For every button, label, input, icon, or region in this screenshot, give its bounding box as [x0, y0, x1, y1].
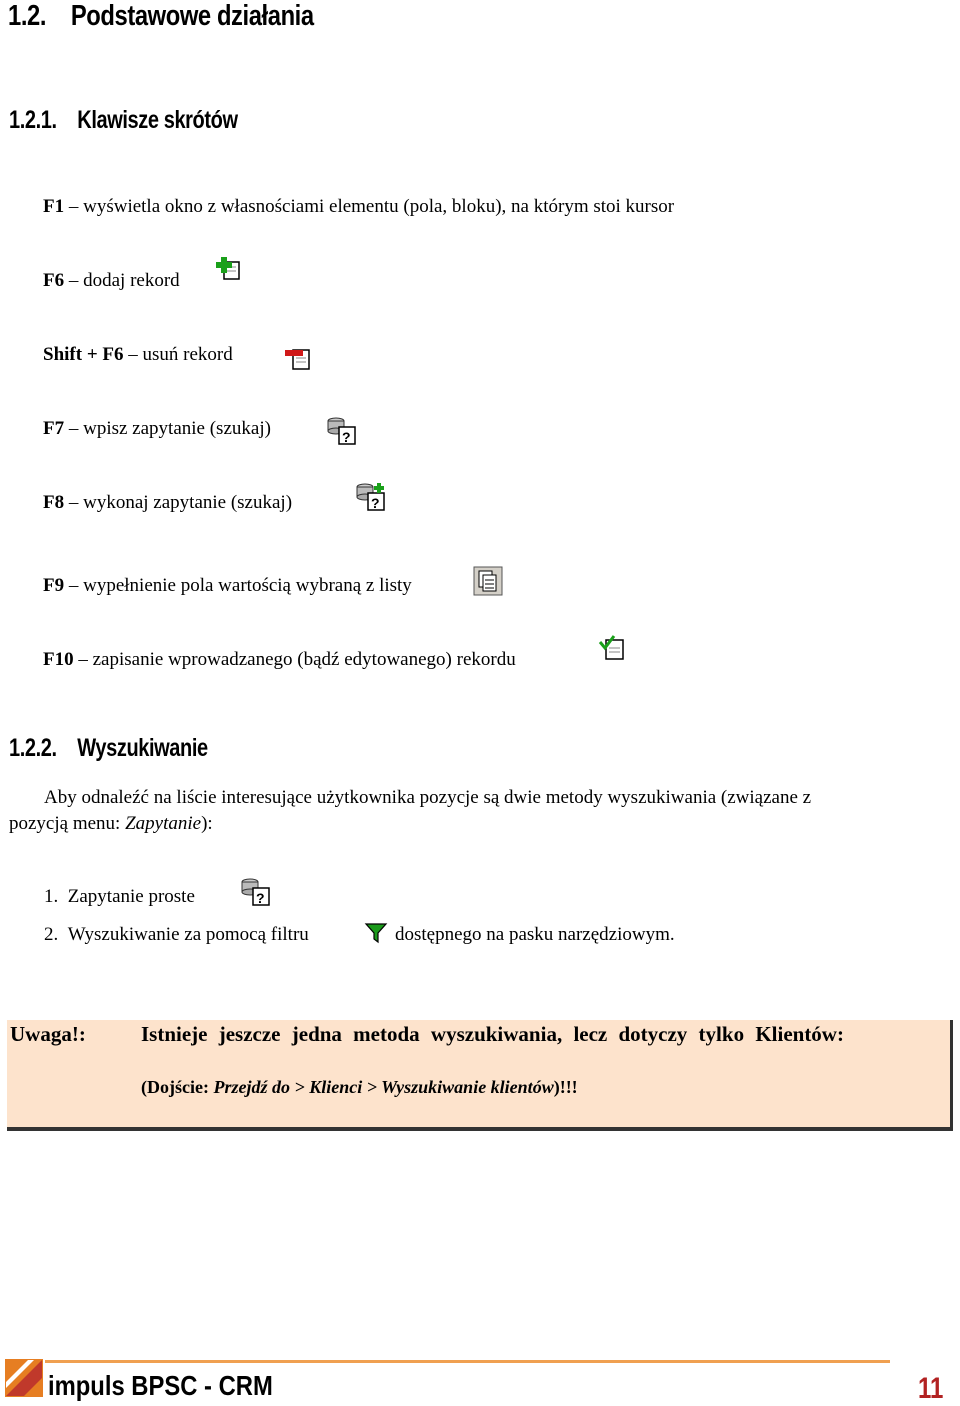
shortcut-desc: usuń rekord: [142, 344, 233, 365]
enter-query-icon: [326, 416, 358, 446]
shortcut-row-shift-f6: Shift + F6 – usuń rekord: [43, 344, 233, 365]
footer-brand: impuls BPSC - CRM: [48, 1370, 273, 1401]
shortcut-key: F6: [43, 270, 65, 291]
svg-text:?: ?: [371, 495, 380, 511]
list-of-values-icon: [473, 566, 503, 596]
add-record-icon: [214, 256, 242, 282]
subsection-title: Klawisze skrótów: [77, 106, 238, 134]
shortcut-desc: wpisz zapytanie (szukaj): [83, 418, 271, 439]
list-item: 2. Wyszukiwanie za pomocą filtru: [44, 924, 309, 945]
shortcut-row-f9: F9 – wypełnienie pola wartością wybraną z listy: [43, 575, 412, 596]
footer-rule: [45, 1360, 890, 1363]
shortcut-row-f1: F1 – wyświetla okno z własnościami elementu (pola, bloku), na którym stoi kursor: [43, 196, 675, 217]
subsection-number: 1.2.2.: [9, 734, 57, 762]
impuls-logo-icon: [4, 1358, 44, 1398]
subsection-title: Wyszukiwanie: [77, 734, 208, 762]
execute-query-icon: [355, 481, 387, 513]
note-path: (Dojście: Przejdź do > Klienci > Wyszukiwanie klientów)!!!: [141, 1077, 578, 1097]
shortcut-desc: wypełnienie pola wartością wybraną z listy: [83, 575, 412, 596]
shortcut-key: F10: [43, 649, 74, 670]
shortcut-row-f8: F8 – wykonaj zapytanie (szukaj): [43, 492, 293, 513]
shortcut-desc: wykonaj zapytanie (szukaj): [83, 492, 293, 513]
section-heading: [8, 0, 314, 33]
save-record-icon: [598, 634, 628, 662]
section-number: 1.2.: [8, 0, 47, 32]
shortcut-key: Shift + F6: [43, 344, 124, 365]
list-item: 1. Zapytanie proste: [44, 886, 195, 907]
svg-text:?: ?: [342, 429, 351, 445]
shortcut-key: F1: [43, 196, 65, 217]
svg-text:?: ?: [256, 890, 265, 906]
shortcut-key: F9: [43, 575, 65, 596]
search-intro-line2: pozycją menu: Zapytanie):: [9, 813, 213, 834]
subsection-number: 1.2.1.: [9, 106, 57, 134]
shortcut-desc: wyświetla okno z własnościami elementu (pola, bloku), na którym stoi kursor: [83, 196, 675, 217]
shortcut-row-f10: F10 – zapisanie wprowadzanego (bądź edytowanego) rekordu: [43, 649, 516, 670]
shortcut-row-f7: F7 – wpisz zapytanie (szukaj): [43, 418, 271, 439]
shortcut-key: F7: [43, 418, 65, 439]
simple-query-icon: [240, 877, 272, 907]
shortcut-row-f6: F6 – dodaj rekord: [43, 270, 180, 291]
filter-icon: [364, 922, 388, 944]
section-title: Podstawowe działania: [70, 0, 314, 32]
note-label: Uwaga!:: [10, 1022, 86, 1046]
page-number: 11: [918, 1372, 944, 1405]
list-item-continuation: dostępnego na pasku narzędziowym.: [395, 924, 675, 945]
search-intro-line1: Aby odnaleźć na liście interesujące użytkownika pozycje są dwie metody wyszukiwania (związane z: [44, 787, 812, 808]
shortcut-desc: zapisanie wprowadzanego (bądź edytowanego) rekordu: [92, 649, 516, 670]
shortcut-desc: dodaj rekord: [83, 270, 180, 291]
note-text: Istnieje jeszcze jedna metoda wyszukiwania, lecz dotyczy tylko Klientów:: [141, 1022, 844, 1046]
delete-record-icon: [284, 344, 312, 372]
subsection-heading-shortcuts: [9, 106, 238, 135]
subsection-heading-search: [9, 734, 208, 763]
shortcut-key: F8: [43, 492, 65, 513]
